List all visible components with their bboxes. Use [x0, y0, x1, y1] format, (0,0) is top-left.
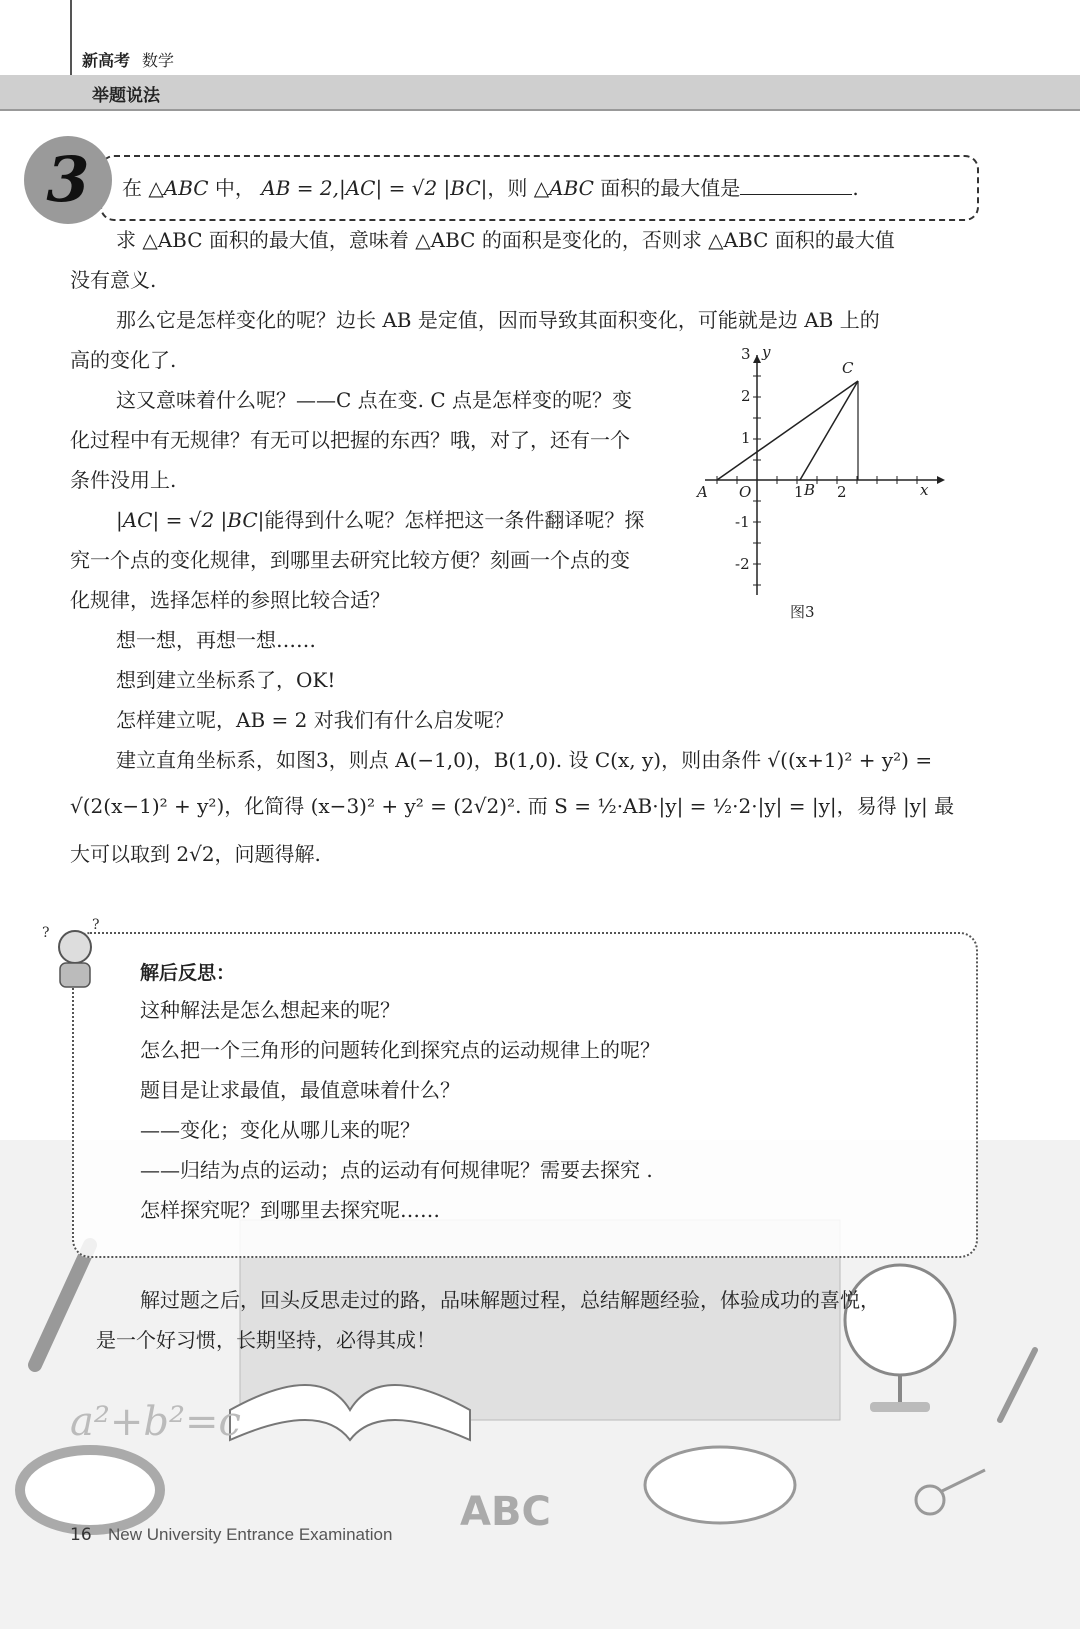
reflection-line: ——归结为点的运动；点的运动有何规律呢？需要去探究 . [140, 1158, 653, 1182]
segment-bc [800, 381, 858, 480]
paragraph-line [116, 508, 644, 532]
problem-text: 中， [208, 176, 262, 200]
paragraph-line: 这又意味着什么呢？——C 点在变. C 点是怎样变的呢？变 [116, 388, 633, 412]
paragraph-line: 想到建立坐标系了，OK! [116, 668, 336, 692]
header-subject: 数学 [142, 51, 175, 70]
thinking-student-icon [40, 915, 110, 990]
paragraph-line: 高的变化了. [70, 348, 177, 372]
problem-number-badge: 3 [24, 136, 112, 224]
y-tick-label: 2 [741, 387, 751, 405]
y-axis-arrow [753, 355, 761, 363]
label-origin: O [739, 483, 752, 501]
formula-doodle: a²+b²=c [70, 1399, 241, 1445]
palette-icon [645, 1447, 795, 1523]
section-band [0, 75, 1080, 111]
paragraph-line: 究一个点的变化规律，到哪里去研究比较方便？刻画一个点的变 [70, 548, 630, 572]
label-y: y [762, 343, 771, 361]
label-a: A [697, 483, 708, 501]
y-tick-label: 3 [741, 345, 751, 363]
paragraph-line: 想一想，再想一想…… [116, 628, 316, 652]
x-tick-label: 2 [837, 483, 847, 501]
abc-doodle: ABC [460, 1489, 551, 1535]
paragraph-line: 大可以取到 2√2，问题得解. [70, 842, 321, 866]
y-tick-label: -1 [735, 513, 750, 531]
paragraph-line: 求 △ABC 面积的最大值，意味着 △ABC 的面积是变化的，否则求 △ABC 面积的最大值 [116, 228, 895, 252]
problem-condition: |AC| = √2 |BC| [339, 176, 488, 200]
label-x: x [920, 481, 929, 499]
paragraph-line: 那么它是怎样变化的呢？边长 AB 是定值，因而导致其面积变化，可能就是边 AB 上的 [116, 308, 880, 332]
x-axis-arrow [937, 476, 945, 484]
swim-ring-icon [20, 1450, 160, 1530]
label-b: B [804, 481, 816, 499]
paragraph-line: 化过程中有无规律？有无可以把握的东西？哦，对了，还有一个 [70, 428, 630, 452]
paragraph-line: 怎样建立呢，AB = 2 对我们有什么启发呢？ [116, 708, 514, 732]
x-tick-label: 1 [794, 483, 804, 501]
problem-text: . [852, 176, 859, 200]
closing-line: 是一个好习惯，长期坚持，必得其成！ [96, 1328, 436, 1352]
answer-blank [740, 176, 852, 195]
problem-math: ABC [163, 176, 209, 200]
problem-math: ABC [549, 176, 594, 200]
figure-caption: 图3 [790, 603, 815, 621]
closing-line: 解过题之后，回头反思走过的路，品味解题过程，总结解题经验，体验成功的喜悦， [140, 1288, 880, 1312]
reflection-line: 这种解法是怎么想起来的呢？ [140, 998, 400, 1022]
segment-ac [717, 381, 858, 480]
label-c: C [842, 359, 854, 377]
reflection-line: 怎么把一个三角形的问题转化到探究点的运动规律上的呢？ [140, 1038, 660, 1062]
paragraph-line: 化规律，选择怎样的参照比较合适？ [70, 588, 390, 612]
footer-title: New University Entrance Examination [108, 1525, 393, 1544]
paragraph-line: 建立直角坐标系，如图3，则点 A(−1,0)，B(1,0). 设 C(x, y)，则由条件 √((x+1)² + y²) = [116, 748, 933, 772]
section-title: 举题说法 [92, 86, 160, 106]
page-number: 16 [70, 1525, 92, 1545]
y-tick-label: 1 [741, 429, 751, 447]
problem-statement [122, 172, 859, 201]
problem-math: AB = 2, [261, 176, 339, 200]
paragraph-line: 没有意义. [70, 268, 157, 292]
coordinate-figure [697, 343, 985, 645]
problem-text: ，则 △ [487, 176, 550, 200]
page-header [0, 0, 1080, 110]
header-brand: 新高考 [82, 51, 131, 70]
reflection-line: 怎样探究呢？到哪里去探究呢…… [140, 1198, 440, 1222]
reflection-line: 题目是让求最值，最值意味着什么？ [140, 1078, 460, 1102]
paragraph-text: 能得到什么呢？怎样把这一条件翻译呢？探 [264, 508, 645, 532]
header-divider [70, 0, 72, 75]
svg-text:?: ? [42, 925, 50, 941]
problem-text: 面积的最大值是 [593, 176, 741, 200]
reflection-line: ——变化；变化从哪儿来的呢？ [140, 1118, 420, 1142]
paragraph-line: 条件没用上. [70, 468, 177, 492]
problem-text: 在 △ [122, 176, 164, 200]
y-tick-label: -2 [735, 555, 750, 573]
reflection-title: 解后反思： [140, 962, 236, 984]
svg-text:?: ? [92, 917, 100, 933]
paragraph-line: √(2(x−1)² + y²)，化简得 (x−3)² + y² = (2√2)². 而 S = ½·AB·|y| = ½·2·|y| = |y|，易得 |y| 最 [70, 794, 955, 818]
condition-math: |AC| = √2 |BC| [116, 508, 265, 532]
